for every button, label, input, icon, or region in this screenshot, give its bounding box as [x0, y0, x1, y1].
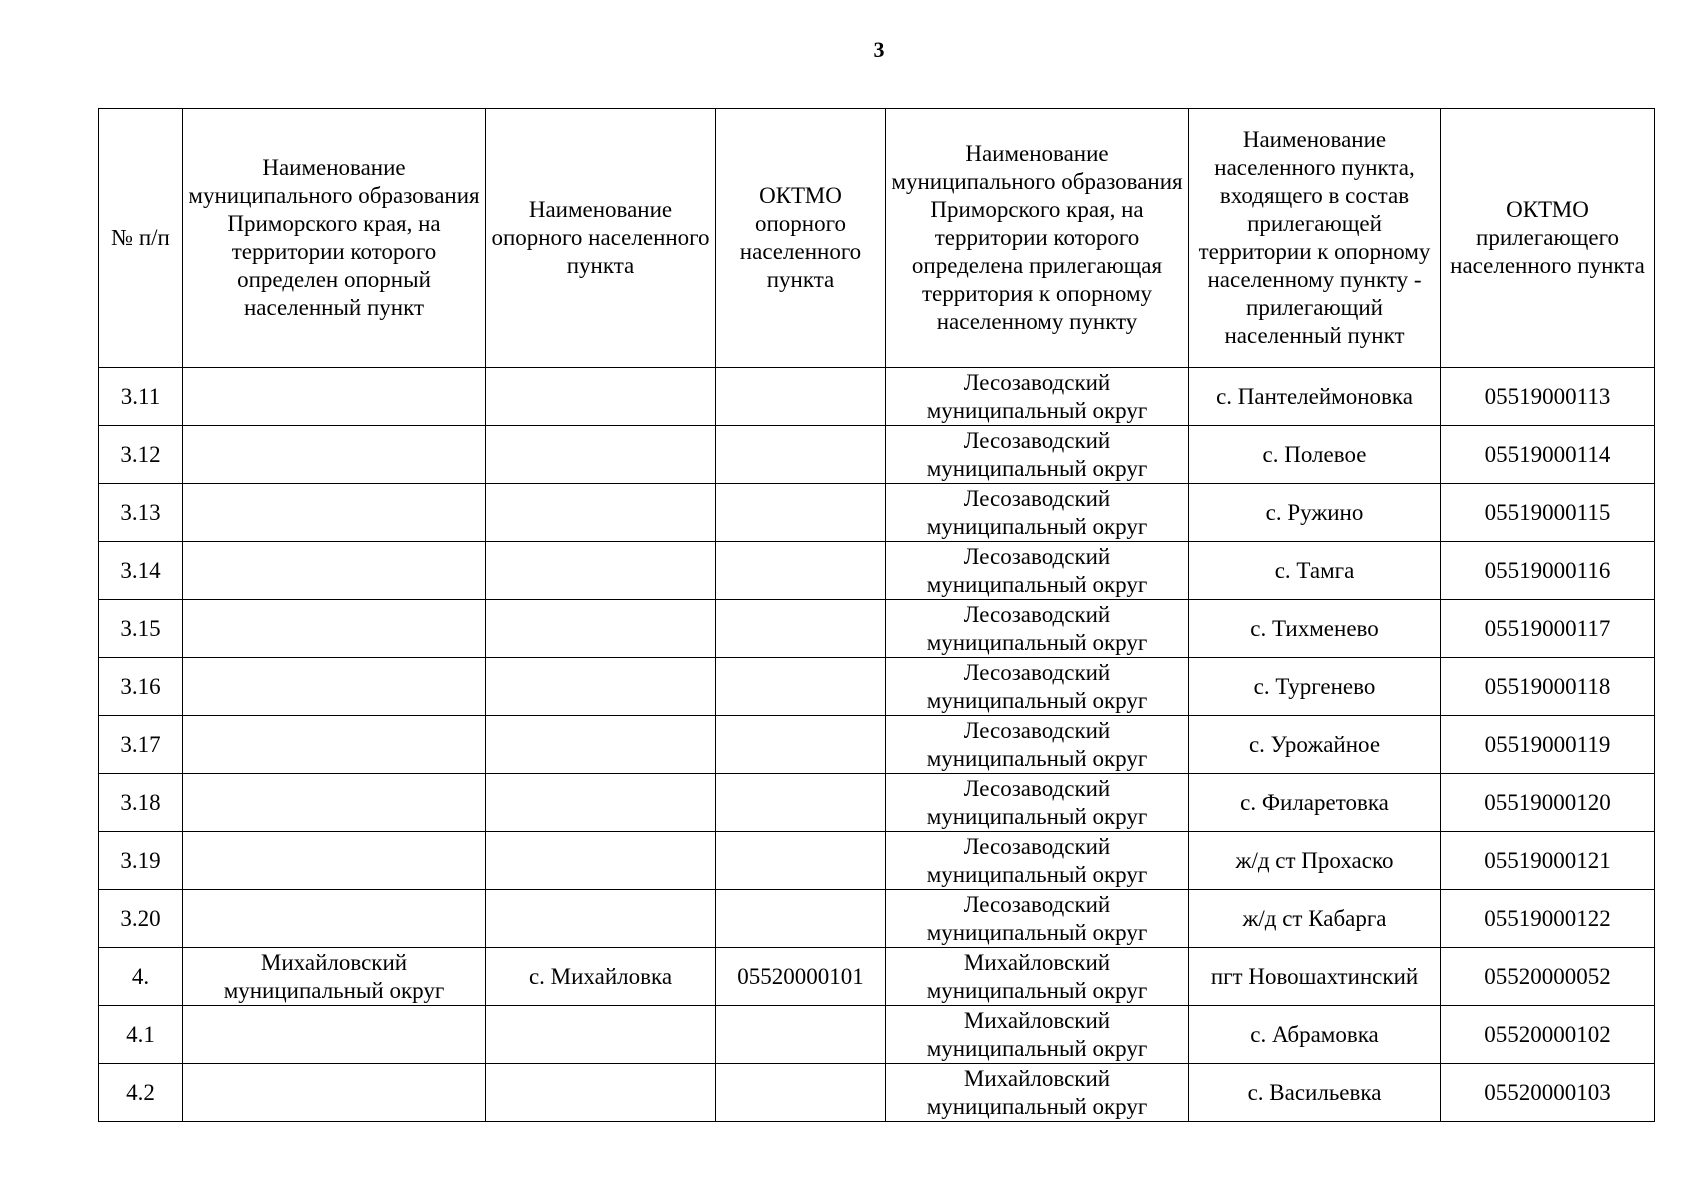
table-row [99, 832, 1655, 890]
table-row [99, 600, 1655, 658]
cell-adjacent-oktmo: 05519000120 [1441, 774, 1655, 832]
cell-base-oktmo: 05520000101 [716, 948, 886, 1006]
cell-base-settlement [486, 1006, 716, 1064]
cell-adjacent-settlement: с. Тамга [1189, 542, 1441, 600]
cell-base-settlement [486, 542, 716, 600]
cell-base-settlement [486, 426, 716, 484]
cell-base-oktmo [716, 600, 886, 658]
cell-municipality [183, 484, 486, 542]
cell-adjacent-oktmo: 05519000116 [1441, 542, 1655, 600]
cell-base-oktmo [716, 426, 886, 484]
cell-municipality [183, 774, 486, 832]
cell-base-oktmo [716, 1006, 886, 1064]
cell-adjacent-settlement: с. Пантелеймоновка [1189, 368, 1441, 426]
header-adjacent-municipality: Наименование муниципального образования Приморского края, на территории которого определена прилегающая территория к опорному населенному пункту [886, 109, 1189, 368]
cell-adjacent-municipality: Лесозаводский муниципальный округ [886, 426, 1189, 484]
cell-adjacent-settlement: ж/д ст Кабарга [1189, 890, 1441, 948]
cell-base-oktmo [716, 368, 886, 426]
cell-number: 3.19 [99, 832, 183, 890]
cell-adjacent-oktmo: 05519000119 [1441, 716, 1655, 774]
cell-municipality [183, 368, 486, 426]
table-header-row [99, 109, 1655, 368]
cell-adjacent-settlement: с. Урожайное [1189, 716, 1441, 774]
cell-base-oktmo [716, 890, 886, 948]
cell-adjacent-municipality: Лесозаводский муниципальный округ [886, 368, 1189, 426]
cell-adjacent-oktmo: 05519000121 [1441, 832, 1655, 890]
cell-municipality [183, 832, 486, 890]
cell-base-oktmo [716, 832, 886, 890]
page-number: 3 [873, 37, 885, 62]
cell-number: 4. [99, 948, 183, 1006]
table-row [99, 774, 1655, 832]
cell-adjacent-municipality: Михайловский муниципальный округ [886, 1064, 1189, 1122]
cell-base-oktmo [716, 658, 886, 716]
cell-base-settlement [486, 658, 716, 716]
header-base-oktmo: ОКТМО опорного населенного пункта [716, 109, 886, 368]
header-base-settlement: Наименование опорного населенного пункта [486, 109, 716, 368]
cell-adjacent-municipality: Лесозаводский муниципальный округ [886, 774, 1189, 832]
cell-adjacent-municipality: Лесозаводский муниципальный округ [886, 600, 1189, 658]
cell-municipality [183, 542, 486, 600]
cell-base-settlement [486, 1064, 716, 1122]
cell-number: 3.13 [99, 484, 183, 542]
cell-adjacent-settlement: с. Тургенево [1189, 658, 1441, 716]
cell-base-settlement [486, 368, 716, 426]
cell-adjacent-oktmo: 05519000122 [1441, 890, 1655, 948]
cell-number: 4.1 [99, 1006, 183, 1064]
cell-number: 3.11 [99, 368, 183, 426]
cell-base-settlement: с. Михайловка [486, 948, 716, 1006]
cell-adjacent-settlement: с. Филаретовка [1189, 774, 1441, 832]
cell-adjacent-oktmo: 05520000103 [1441, 1064, 1655, 1122]
cell-municipality [183, 890, 486, 948]
cell-base-settlement [486, 832, 716, 890]
cell-adjacent-municipality: Михайловский муниципальный округ [886, 948, 1189, 1006]
cell-adjacent-settlement: ж/д ст Прохаско [1189, 832, 1441, 890]
cell-adjacent-municipality: Лесозаводский муниципальный округ [886, 658, 1189, 716]
table-row [99, 368, 1655, 426]
cell-base-oktmo [716, 774, 886, 832]
table-row [99, 1064, 1655, 1122]
settlements-table [98, 108, 1655, 1122]
cell-number: 3.12 [99, 426, 183, 484]
cell-number: 3.18 [99, 774, 183, 832]
cell-base-settlement [486, 600, 716, 658]
cell-municipality [183, 426, 486, 484]
cell-base-settlement [486, 774, 716, 832]
cell-base-oktmo [716, 716, 886, 774]
cell-number: 3.20 [99, 890, 183, 948]
header-municipality: Наименование муниципального образования Приморского края, на территории которого определен опорный населенный пункт [183, 109, 486, 368]
cell-number: 3.15 [99, 600, 183, 658]
cell-municipality [183, 1064, 486, 1122]
cell-base-settlement [486, 484, 716, 542]
cell-adjacent-municipality: Лесозаводский муниципальный округ [886, 832, 1189, 890]
cell-adjacent-oktmo: 05519000115 [1441, 484, 1655, 542]
cell-adjacent-settlement: с. Абрамовка [1189, 1006, 1441, 1064]
cell-adjacent-oktmo: 05519000117 [1441, 600, 1655, 658]
cell-adjacent-oktmo: 05519000114 [1441, 426, 1655, 484]
cell-municipality [183, 658, 486, 716]
table-row [99, 658, 1655, 716]
cell-number: 3.14 [99, 542, 183, 600]
cell-adjacent-oktmo: 05520000052 [1441, 948, 1655, 1006]
cell-municipality: Михайловский муниципальный округ [183, 948, 486, 1006]
cell-adjacent-settlement: с. Ружино [1189, 484, 1441, 542]
cell-adjacent-municipality: Лесозаводский муниципальный округ [886, 716, 1189, 774]
cell-adjacent-municipality: Михайловский муниципальный округ [886, 1006, 1189, 1064]
cell-municipality [183, 600, 486, 658]
cell-adjacent-oktmo: 05519000118 [1441, 658, 1655, 716]
cell-adjacent-settlement: с. Полевое [1189, 426, 1441, 484]
cell-number: 4.2 [99, 1064, 183, 1122]
header-adjacent-oktmo: ОКТМО прилегающего населенного пункта [1441, 109, 1655, 368]
cell-adjacent-municipality: Лесозаводский муниципальный округ [886, 542, 1189, 600]
cell-municipality [183, 1006, 486, 1064]
cell-adjacent-settlement: пгт Новошахтинский [1189, 948, 1441, 1006]
cell-adjacent-oktmo: 05520000102 [1441, 1006, 1655, 1064]
cell-adjacent-settlement: с. Тихменево [1189, 600, 1441, 658]
table-row [99, 426, 1655, 484]
header-number: № п/п [99, 109, 183, 368]
cell-number: 3.16 [99, 658, 183, 716]
cell-adjacent-settlement: с. Васильевка [1189, 1064, 1441, 1122]
header-adjacent-settlement: Наименование населенного пункта, входящего в состав прилегающей территории к опорному населенному пункту - прилегающий населенный пункт [1189, 109, 1441, 368]
cell-number: 3.17 [99, 716, 183, 774]
cell-base-settlement [486, 716, 716, 774]
cell-base-oktmo [716, 542, 886, 600]
cell-municipality [183, 716, 486, 774]
cell-base-oktmo [716, 1064, 886, 1122]
table-row [99, 716, 1655, 774]
cell-base-oktmo [716, 484, 886, 542]
cell-base-settlement [486, 890, 716, 948]
table-row [99, 484, 1655, 542]
cell-adjacent-municipality: Лесозаводский муниципальный округ [886, 890, 1189, 948]
cell-adjacent-oktmo: 05519000113 [1441, 368, 1655, 426]
cell-adjacent-municipality: Лесозаводский муниципальный округ [886, 484, 1189, 542]
table-row [99, 1006, 1655, 1064]
table-row [99, 890, 1655, 948]
table-row [99, 948, 1655, 1006]
table-row [99, 542, 1655, 600]
